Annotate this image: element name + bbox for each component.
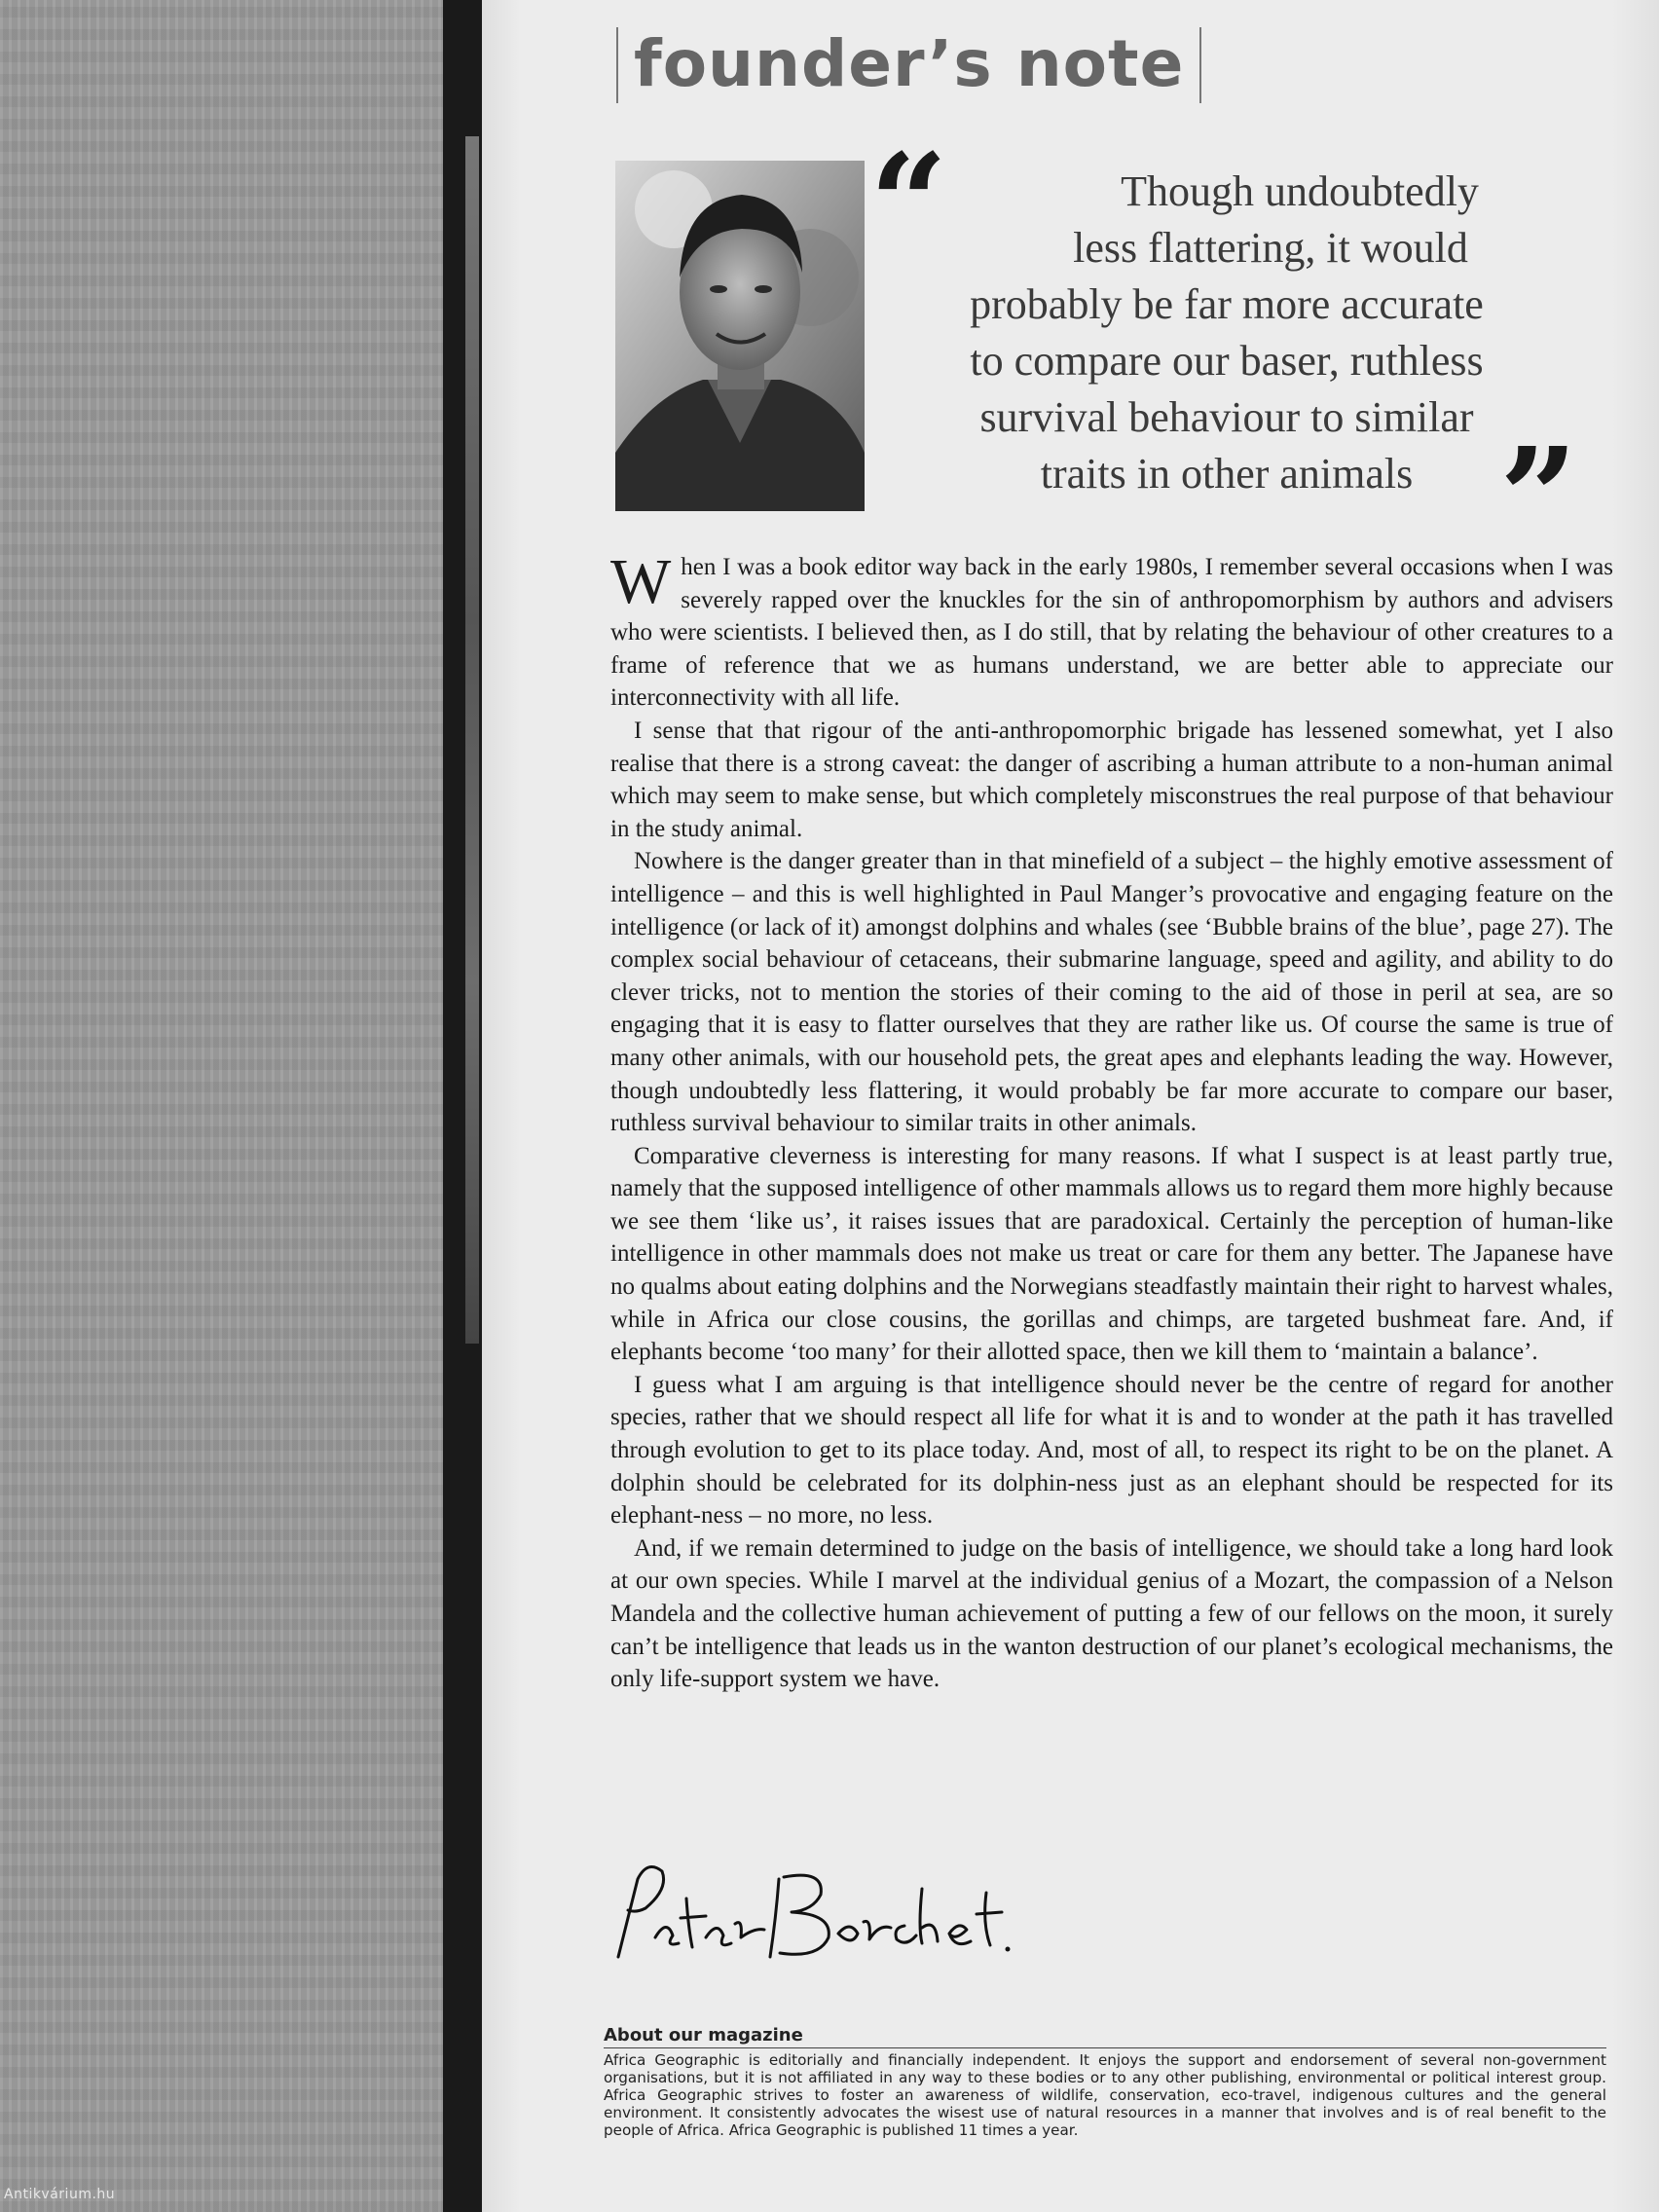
about-paragraph: Africa Geographic is editorially and financially independent. It enjoys the support and endorsement of several non-government organisations, but it is not affiliated in any way to these bodies or to any other publishing, environmental or political interest group. Africa Geographic strives to foster an awareness of wildlife, conservation, eco-travel, indigenous cultures and the general environment. It consistently advocates the wisest use of natural resources in a manner that involves and is of real benefit to the people of Africa. Africa Geographic is published 11 times a year. [604, 2051, 1606, 2139]
portrait-photo-icon [615, 161, 865, 511]
article-paragraph: I guess what I am arguing is that intelligence should never be the centre of regard for another species, rather that we should respect all life for what it is and to wonder at the path it has travelled through evolution to get to its place today. And, most of all, to respect its right to be on the planet. A dolphin should be celebrated for its dolphin-ness just as an elephant should be respected for its elephant-ness – no more, no less. [610, 1371, 1613, 1530]
open-quote-mark: “ [869, 125, 948, 284]
adjacent-page-edge [465, 136, 479, 1344]
article-paragraph: I sense that that rigour of the anti-anthropomorphic brigade has lessened somewhat, yet I also realise that there is a strong caveat: the danger of ascribing a human attribute to a non-human animal which may seem to make sense, but which completely misconstrues the real purpose of that behaviour in the study animal. [610, 717, 1613, 842]
article-paragraph: Comparative cleverness is interesting for many reasons. If what I suspect is at least partly true, namely that the supposed intelligence of other mammals allows us to regard them more highly because we see them ‘like us’, it raises issues that are paradoxical. Certainly the perception of human-like intelligence in other mammals does not make us treat or care for them any better. The Japanese have no qualms about eating dolphins and the Norwegians steadfastly maintain their right to harvest whales, while in Africa our close cousins, the gorillas and chimps, are targeted bushmeat fare. And, if elephants become ‘too many’ for their allotted space, then we kill them to ‘maintain a balance’. [610, 1142, 1613, 1366]
pull-quote-line: less flattering, it would [1073, 224, 1468, 272]
signature-icon [608, 1860, 1017, 1967]
founder-portrait [615, 161, 865, 511]
article-body [610, 546, 1613, 1696]
article-paragraph: And, if we remain determined to judge on the basis of intelligence, we should take a long hard look at our own species. While I marvel at the individual genius of a Mozart, the compassion of a Nelson Mandela and the collective human achievement of putting a few of our fellows on the moon, it surely can’t be intelligence that leads us in the wanton destruction of our planet’s ecological mechanisms, the only life-support system we have. [610, 1534, 1613, 1693]
article-paragraph [610, 546, 1613, 715]
close-quote-mark: ” [1499, 419, 1578, 578]
drop-cap: W [610, 546, 672, 617]
magazine-page [482, 0, 1659, 2212]
article-paragraph-text: hen I was a book editor way back in the early 1980s, I remember several occasions when I was severely rapped over the knuckles for the sin of anthropomorphism by authors and advisers who were scientists. I believed then, as I do still, that by relating the behaviour of other creatures to a frame of reference that we as humans understand, we are better able to appreciate our interconnectivity with all life. [610, 554, 1613, 712]
pull-quote-line: traits in other animals [1040, 450, 1414, 498]
handwritten-signature [608, 1860, 901, 1967]
page-title: founder’s note [616, 27, 1201, 103]
pull-quote [876, 164, 1577, 502]
background-surface [0, 0, 443, 2212]
pull-quote-line: Though undoubtedly [1121, 167, 1479, 215]
pull-quote-line: probably be far more accurate [970, 280, 1484, 328]
pull-quote-line: survival behaviour to similar [979, 393, 1474, 441]
article-paragraph: Nowhere is the danger greater than in that minefield of a subject – the highly emotive assessment of intelligence – and this is well highlighted in Paul Manger’s provocative and engaging feature on the intelligence (or lack of it) amongst dolphins and whales (see ‘Bubble brains of the blue’, page 27). The complex social behaviour of cetaceans, their submarine language, speed and agility, and ability to do clever tricks, not to mention the stories of their coming to the aid of those in peril at sea, are so engaging that it is easy to flatter ourselves that they are rather like us. Of course the same is true of many other animals, with our household pets, the great apes and elephants leading the way. However, though undoubtedly less flattering, it would probably be far more accurate to compare our baser, ruthless survival behaviour to similar traits in other animals. [610, 848, 1613, 1137]
pull-quote-line: to compare our baser, ruthless [970, 337, 1484, 385]
watermark-text: Antikvárium.hu [4, 2187, 116, 2202]
about-section-text [604, 2051, 1606, 2139]
about-section-title: About our magazine [604, 2025, 1606, 2048]
